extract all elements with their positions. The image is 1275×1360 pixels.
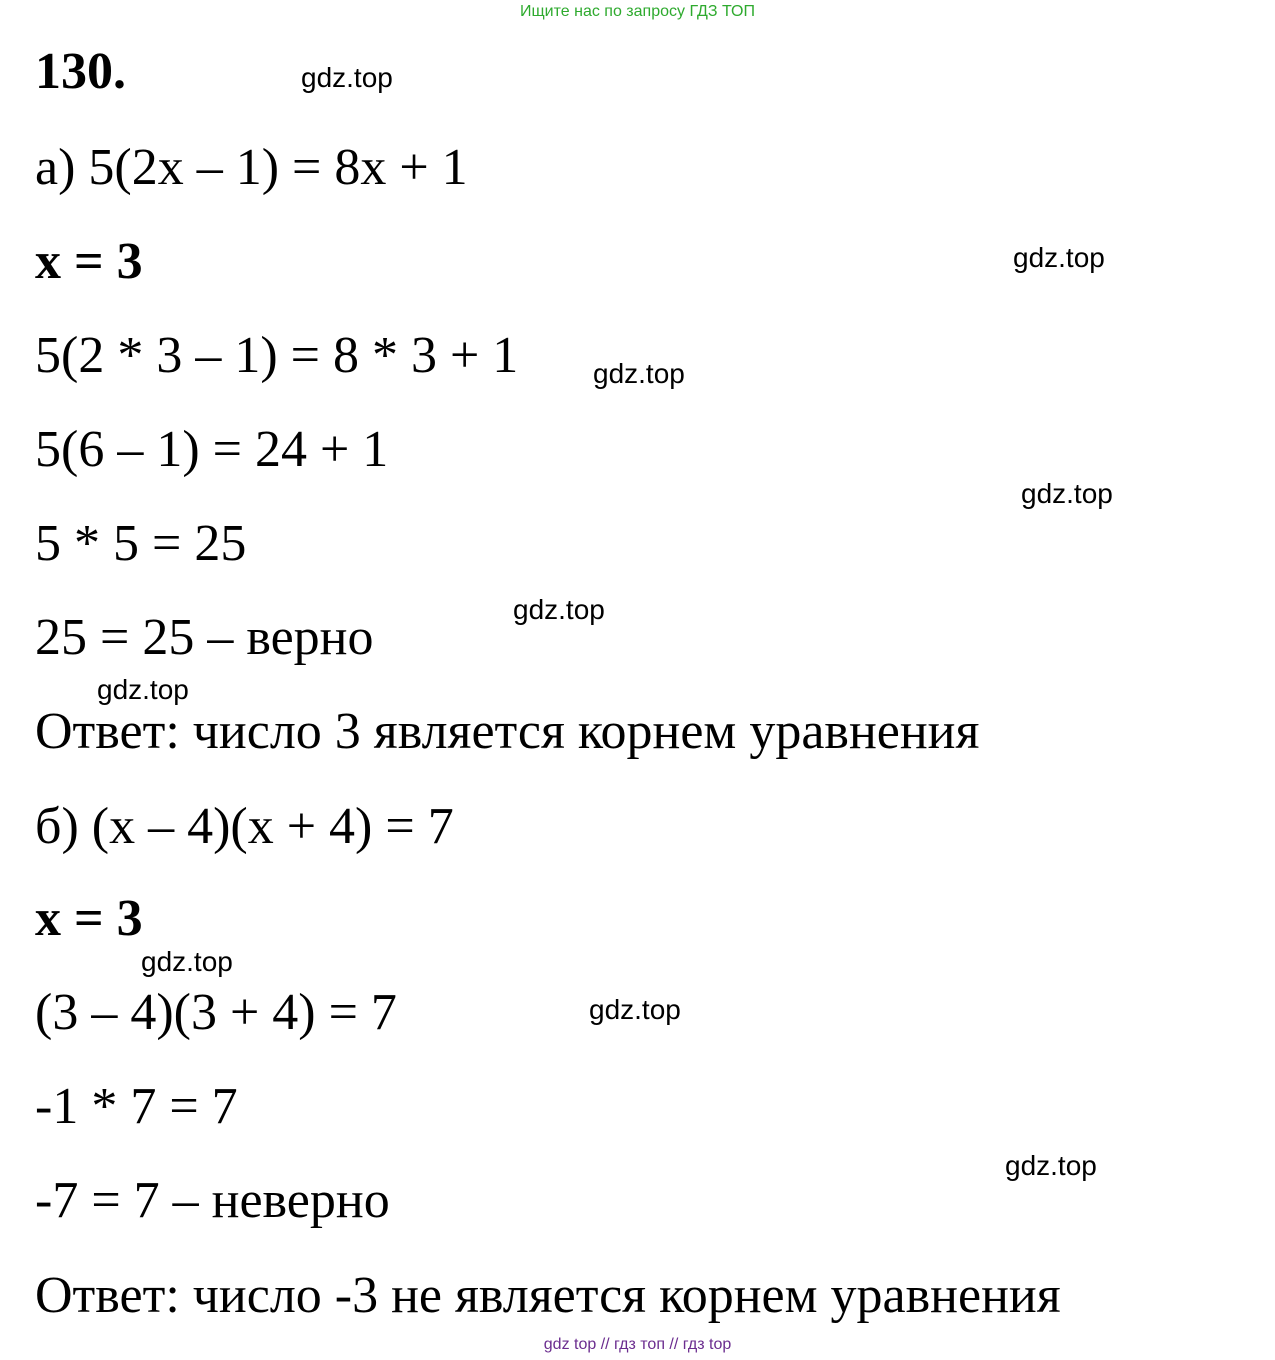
part-b-step-2: -1 * 7 = 7 (35, 1078, 238, 1135)
problem-number: 130. (35, 43, 126, 100)
watermark: gdz.top (593, 358, 685, 389)
part-b-x-value: x = 3 (35, 890, 143, 947)
footer-links[interactable]: gdz top // гдз топ // гдз top (543, 1336, 732, 1353)
part-a-check: 25 = 25 – верно (35, 609, 374, 666)
part-b-step-1: (3 – 4)(3 + 4) = 7 (35, 984, 397, 1041)
watermark: gdz.top (301, 62, 393, 93)
watermark: gdz.top (1021, 478, 1113, 509)
part-b-check: -7 = 7 – неверно (35, 1172, 390, 1229)
watermark: gdz.top (97, 674, 189, 705)
watermark: gdz.top (141, 946, 233, 977)
part-a-step-3: 5 * 5 = 25 (35, 515, 247, 572)
part-a-step-1: 5(2 * 3 – 1) = 8 * 3 + 1 (35, 327, 519, 384)
part-b-answer: Ответ: число -3 не является корнем уравнения (35, 1267, 1061, 1324)
part-a-answer: Ответ: число 3 является корнем уравнения (35, 703, 980, 760)
part-a-step-2: 5(6 – 1) = 24 + 1 (35, 421, 389, 478)
part-b-equation: б) (x – 4)(x + 4) = 7 (35, 798, 454, 855)
watermark: gdz.top (513, 594, 605, 625)
search-hint-link[interactable]: Ищите нас по запросу ГДЗ ТОП (520, 3, 755, 20)
watermark: gdz.top (1005, 1150, 1097, 1181)
watermark: gdz.top (1013, 242, 1105, 273)
part-a-equation: а) 5(2x – 1) = 8x + 1 (35, 139, 468, 196)
watermark: gdz.top (589, 994, 681, 1025)
part-a-x-value: x = 3 (35, 233, 143, 290)
